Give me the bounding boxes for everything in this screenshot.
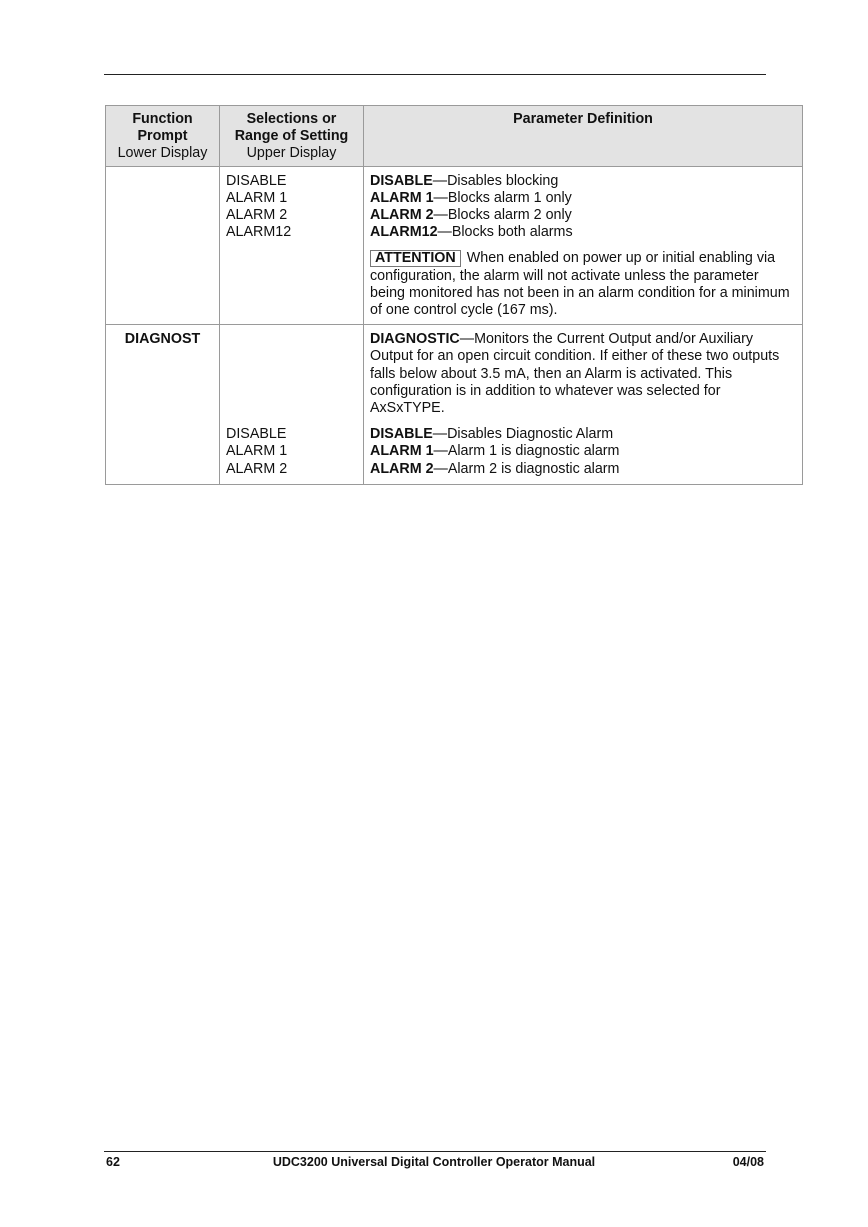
definition-item: ALARM 1—Alarm 1 is diagnostic alarm — [370, 443, 620, 460]
parameter-table — [105, 105, 803, 485]
definition-cell — [364, 166, 803, 325]
prompt-diagnost: DIAGNOST — [124, 331, 201, 348]
definition-item: ALARM 2—Alarm 2 is diagnostic alarm — [370, 460, 620, 477]
selection-item: ALARM 2 — [226, 460, 288, 477]
definition-item: ALARM12—Blocks both alarms — [370, 224, 573, 241]
selection-item: DISABLE — [226, 426, 287, 443]
definition-cell — [364, 325, 803, 485]
revision-date: 04/08 — [732, 1155, 764, 1169]
header-function-prompt: Function Prompt Lower Display — [106, 106, 220, 167]
header-rule — [104, 74, 766, 75]
header-parameter-definition: Parameter Definition — [364, 106, 803, 167]
definition-item: ALARM 1—Blocks alarm 1 only — [370, 189, 572, 206]
page-number: 62 — [106, 1155, 120, 1169]
selection-item: ALARM 2 — [226, 207, 288, 224]
selection-item: DISABLE — [226, 172, 287, 189]
selections-cell — [220, 166, 364, 325]
definition-item: DISABLE—Disables blocking — [370, 172, 559, 189]
selections-cell — [220, 325, 364, 485]
diagnostic-intro: DIAGNOSTIC—Monitors the Current Output and/or Auxiliary Output for an open circuit condition. If either of these two outputs falls below about 3.5 mA, then an Alarm is activated. This configuration is in addition to whatever was selected for AxSxTYPE. — [370, 331, 780, 417]
selection-item: ALARM 1 — [226, 189, 288, 206]
attention-note — [370, 250, 796, 319]
selection-item: ALARM12 — [226, 224, 292, 241]
table-row — [106, 325, 803, 485]
attention-badge: ATTENTION — [370, 250, 461, 267]
definition-item: DISABLE—Disables Diagnostic Alarm — [370, 426, 614, 443]
table-row — [106, 166, 803, 325]
header-selections: Selections or Range of Setting Upper Display — [220, 106, 364, 167]
definition-item: ALARM 2—Blocks alarm 2 only — [370, 207, 572, 224]
attention-text: When enabled on power up or initial enabling via configuration, the alarm will not activate unless the parameter being monitored has not been in an alarm condition for a minimum of one control cycle (167 ms). — [370, 250, 790, 319]
prompt-cell — [106, 325, 220, 485]
selection-item: ALARM 1 — [226, 443, 288, 460]
manual-title: UDC3200 Universal Digital Controller Operator Manual — [272, 1155, 596, 1169]
table-header-row — [106, 106, 803, 167]
footer-rule — [104, 1151, 766, 1152]
prompt-cell — [106, 166, 220, 325]
